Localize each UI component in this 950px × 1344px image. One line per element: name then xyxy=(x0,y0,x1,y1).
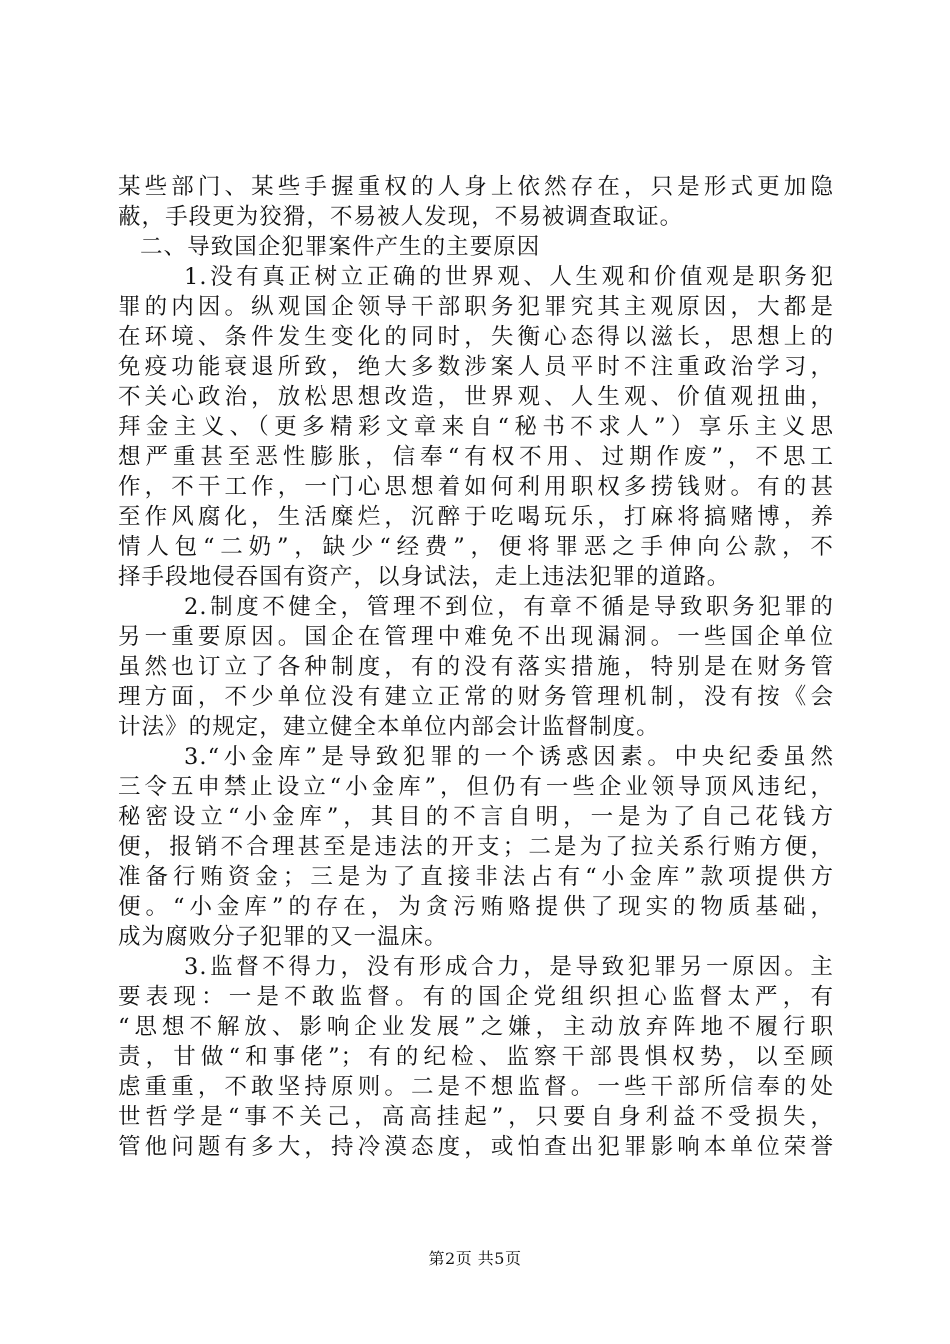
text-line: 责，甘做“和事佬”；有的纪检、监察干部畏惧权势，以至顾 xyxy=(118,1044,834,1070)
text-line: 情人包“二奶”，缺少“经费”，便将罪恶之手伸向公款，不 xyxy=(118,534,834,560)
text-line: 世哲学是“事不关己，高高挂起”，只要自身利益不受损失， xyxy=(118,1104,834,1130)
text-line: 计法》的规定，建立健全本单位内部会计监督制度。 xyxy=(118,714,660,740)
text-line: 便。“小金库”的存在，为贪污贿赂提供了现实的物质基础， xyxy=(118,894,834,920)
text-line: 蔽，手段更为狡猾，不易被人发现，不易被调查取证。 xyxy=(118,204,684,230)
text-line: 想严重甚至恶性膨胀，信奉“有权不用、过期作废”，不思工 xyxy=(118,444,834,470)
text-line: 虽然也订立了各种制度，有的没有落实措施，特别是在财务管 xyxy=(118,654,834,680)
text-line: 便，报销不合理甚至是违法的开支；二是为了拉关系行贿方便， xyxy=(118,834,834,860)
text-line: 成为腐败分子犯罪的又一温床。 xyxy=(118,924,448,950)
text-line: 秘密设立“小金库”，其目的不言自明，一是为了自己花钱方 xyxy=(118,804,834,830)
text-line: 某些部门、某些手握重权的人身上依然存在，只是形式更加隐 xyxy=(118,174,834,200)
text-line: 不关心政治，放松思想改造，世界观、人生观、价值观扭曲， xyxy=(118,384,834,410)
text-line: 准备行贿资金；三是为了直接非法占有“小金库”款项提供方 xyxy=(118,864,834,890)
text-line: 3.“小金库”是导致犯罪的一个诱惑因素。中央纪委虽然 xyxy=(184,744,834,770)
text-line: 在环境、条件发生变化的同时，失衡心态得以滋长，思想上的 xyxy=(118,324,834,350)
text-line: 三令五申禁止设立“小金库”，但仍有一些企业领导顶风违纪， xyxy=(118,774,834,800)
page-footer: 第2页 共5页 xyxy=(428,1249,522,1268)
text-line: 3.监督不得力，没有形成合力，是导致犯罪另一原因。主 xyxy=(184,954,834,980)
text-line: 罪的内因。纵观国企领导干部职务犯罪究其主观原因，大都是 xyxy=(118,294,834,320)
text-line: 作，不干工作，一门心思想着如何利用职权多捞钱财。有的甚 xyxy=(118,474,834,500)
text-line: 另一重要原因。国企在管理中难免不出现漏洞。一些国企单位 xyxy=(118,624,834,650)
text-line: 要表现：一是不敢监督。有的国企党组织担心监督太严，有 xyxy=(118,984,834,1010)
text-line: 理方面，不少单位没有建立正常的财务管理机制，没有按《会 xyxy=(118,684,834,710)
text-line: 二、导致国企犯罪案件产生的主要原因 xyxy=(140,234,541,260)
text-line: 择手段地侵吞国有资产，以身试法，走上违法犯罪的道路。 xyxy=(118,564,731,590)
text-line: 1.没有真正树立正确的世界观、人生观和价值观是职务犯 xyxy=(184,264,834,290)
text-line: 拜金主义、（更多精彩文章来自“秘书不求人”）享乐主义思 xyxy=(118,414,834,440)
text-line: 至作风腐化，生活糜烂，沉醉于吃喝玩乐，打麻将搞赌博，养 xyxy=(118,504,834,530)
text-line: 2.制度不健全，管理不到位，有章不循是导致职务犯罪的 xyxy=(184,594,834,620)
text-line: “思想不解放、影响企业发展”之嫌，主动放弃阵地不履行职 xyxy=(118,1014,834,1040)
document-body xyxy=(118,172,834,1162)
text-line: 免疫功能衰退所致，绝大多数涉案人员平时不注重政治学习， xyxy=(118,354,834,380)
text-line: 虑重重，不敢坚持原则。二是不想监督。一些干部所信奉的处 xyxy=(118,1074,834,1100)
text-line: 管他问题有多大，持冷漠态度，或怕查出犯罪影响本单位荣誉 xyxy=(118,1134,834,1160)
